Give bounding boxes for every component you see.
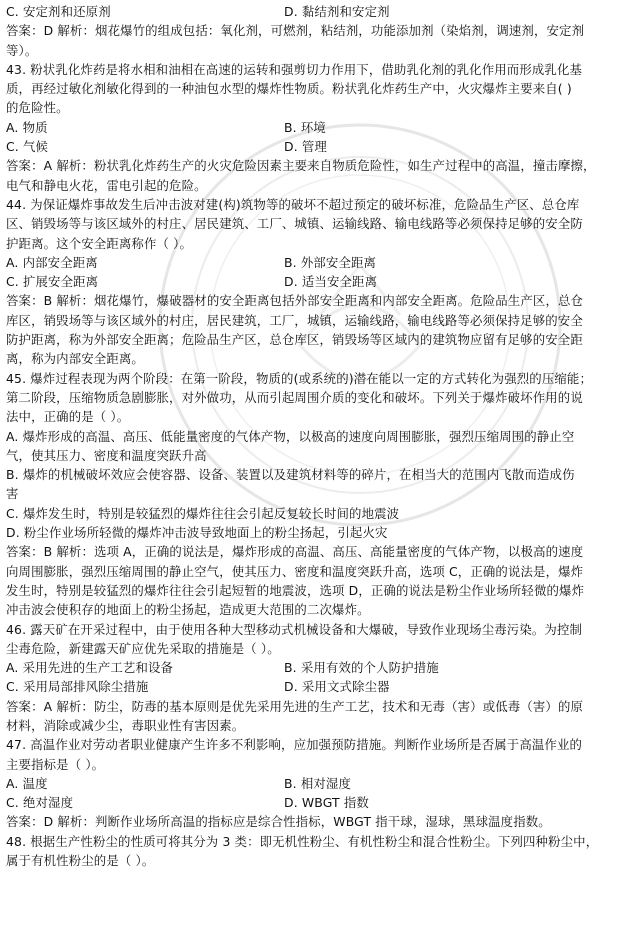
option-right: D. 采用文式除尘器	[284, 679, 390, 695]
text-line: 等）。	[6, 42, 38, 58]
option-left: A. 温度	[6, 775, 48, 791]
text-line: 44. 为保证爆炸事故发生后冲击波对建(构)筑物等的破坏不超过预定的破坏标准，危险品生产区、总仓库	[6, 196, 580, 212]
option-right: D. 黏结剂和安定剂	[284, 4, 390, 19]
text-line: 护距离。这个安全距离称作（ ）。	[6, 235, 192, 251]
text-line: 质，再经过敏化剂敏化得到的一种油包水型的爆炸性物质。粉状乳化炸药生产中，火灾爆炸主要来自( )	[6, 81, 572, 97]
option-row	[6, 253, 636, 272]
option-left: A. 采用先进的生产工艺和设备	[6, 660, 174, 676]
option-right: D. 适当安全距离	[284, 274, 378, 290]
option-left: C. 安定剂和还原剂	[6, 4, 111, 19]
option-left: A. 内部安全距离	[6, 254, 98, 270]
option-right: D. WBGT 指数	[284, 795, 369, 811]
text-line: 48. 根据生产性粉尘的性质可将其分为 3 类：即无机性粉尘、有机性粉尘和混合性粉尘。下列四种粉尘中，	[6, 833, 599, 849]
text-line: 答案：D 解析：烟花爆竹的组成包括：氧化剂，可燃剂，粘结剂，功能添加剂（染焰剂，调速剂，安定剂	[6, 23, 585, 39]
text-line: 害	[6, 486, 19, 502]
text-line: 47. 高温作业对劳动者职业健康产生许多不利影响，应加强预防措施。判断作业场所是否属于高温作业的	[6, 737, 583, 753]
text-line: 法中，正确的是（ ）。	[6, 409, 130, 425]
text-line: 电气和静电火花，雷电引起的危险。	[6, 177, 207, 193]
option-row	[6, 137, 636, 156]
text-line: 尘毒危险，新建露天矿应优先采取的措施是（ ）。	[6, 640, 280, 656]
option-row	[6, 677, 636, 696]
text-line: 主要指标是（ ）。	[6, 756, 105, 772]
option-left: C. 气候	[6, 139, 49, 155]
option-left: C. 扩展安全距离	[6, 274, 99, 290]
option-row	[6, 774, 636, 793]
option-row	[6, 272, 636, 291]
text-line: 答案：B 解析：烟花爆竹，爆破器材的安全距离包括外部安全距离和内部安全距离。危险品生产区，总仓	[6, 293, 584, 309]
option-row	[6, 793, 636, 812]
option-left: C. 绝对湿度	[6, 795, 74, 811]
option-right: B. 外部安全距离	[284, 254, 377, 270]
text-line: 发生时，特别是较猛烈的爆炸往往会引起短暂的地震波，选项 D，正确的说法是粉尘作业场所轻微的爆炸	[6, 582, 585, 598]
text-line: 离，称为内部安全距离。	[6, 351, 144, 367]
option-row	[6, 658, 636, 677]
text-line: C. 爆炸发生时，特别是较猛烈的爆炸往往会引起反复较长时间的地震波	[6, 505, 400, 521]
text-line: 材料，消除或减少尘，毒职业性有害因素。	[6, 717, 245, 733]
text-line: 45. 爆炸过程表现为两个阶段：在第一阶段，物质的(或系统的)潜在能以一定的方式转化为强烈的压缩能；	[6, 370, 592, 386]
text-line: 区、销毁场等与该区域外的村庄、居民建筑、工厂、城镇、运输线路、输电线路等必须保持足够的安全防	[6, 216, 583, 232]
text-line: A. 爆炸形成的高温、高压、低能量密度的气体产物，以极高的速度向周围膨胀，强烈压缩周围的静止空	[6, 428, 575, 444]
text-line: 答案：A 解析：防尘，防毒的基本原则是优先采用先进的生产工艺，技术和无毒（害）或低毒（害）的原	[6, 698, 584, 714]
text-line: 冲击波会使积存的地面上的粉尘扬起，造成更大范围的二次爆炸。	[6, 602, 370, 618]
option-right: D. 管理	[284, 139, 327, 155]
text-line: 答案：B 解析：选项 A，正确的说法是，爆炸形成的高温、高压、高能量密度的气体产物，以极高的速度	[6, 544, 584, 560]
text-line: B. 爆炸的机械破坏效应会使容器、设备、装置以及建筑材料等的碎片，在相当大的范围内飞散而造成伤	[6, 467, 575, 483]
option-right: B. 环境	[284, 119, 326, 135]
text-line: 的危险性。	[6, 100, 69, 116]
option-row	[6, 2, 636, 21]
option-left: A. 物质	[6, 119, 48, 135]
text-line: 防护距离，称为外部安全距离；危险品生产区，总仓库区，销毁场等区域内的建筑物应留有足够的安全距	[6, 332, 583, 348]
document-body	[6, 2, 636, 870]
text-line: D. 粉尘作业场所轻微的爆炸冲击波导致地面上的粉尘扬起，引起火灾	[6, 525, 388, 541]
text-line: 向周围膨胀，强烈压缩周围的静止空气，使其压力、密度和温度突跃升高，选项 C，正确的说法是，爆炸	[6, 563, 584, 579]
text-line: 46. 露天矿在开采过程中，由于使用各种大型移动式机械设备和大爆破，导致作业现场尘毒污染。为控制	[6, 621, 583, 637]
text-line: 库区，销毁场等与该区域外的村庄，居民建筑，工厂，城镇，运输线路，输电线路等必须保持足够的安全	[6, 312, 583, 328]
text-line: 气，使其压力、密度和温度突跃升高	[6, 447, 207, 463]
option-row	[6, 118, 636, 137]
option-right: B. 采用有效的个人防护措施	[284, 660, 439, 676]
text-line: 属于有机性粉尘的是（ ）。	[6, 853, 155, 869]
text-line: 答案：A 解析：粉状乳化炸药生产的火灾危险因素主要来自物质危险性，如生产过程中的高温，撞击摩擦，	[6, 158, 596, 174]
option-right: B. 相对湿度	[284, 775, 351, 791]
text-line: 43. 粉状乳化炸药是将水相和油相在高速的运转和强剪切力作用下，借助乳化剂的乳化作用而形成乳化基	[6, 61, 583, 77]
option-left: C. 采用局部排风除尘措施	[6, 679, 149, 695]
text-line: 答案：D 解析：判断作业场所高温的指标应是综合性指标，WBGT 指干球，湿球，黑球温度指数。	[6, 814, 551, 830]
text-line: 第二阶段，压缩物质急剧膨胀，对外做功，从而引起周围介质的变化和破坏。下列关于爆炸破坏作用的说	[6, 389, 583, 405]
